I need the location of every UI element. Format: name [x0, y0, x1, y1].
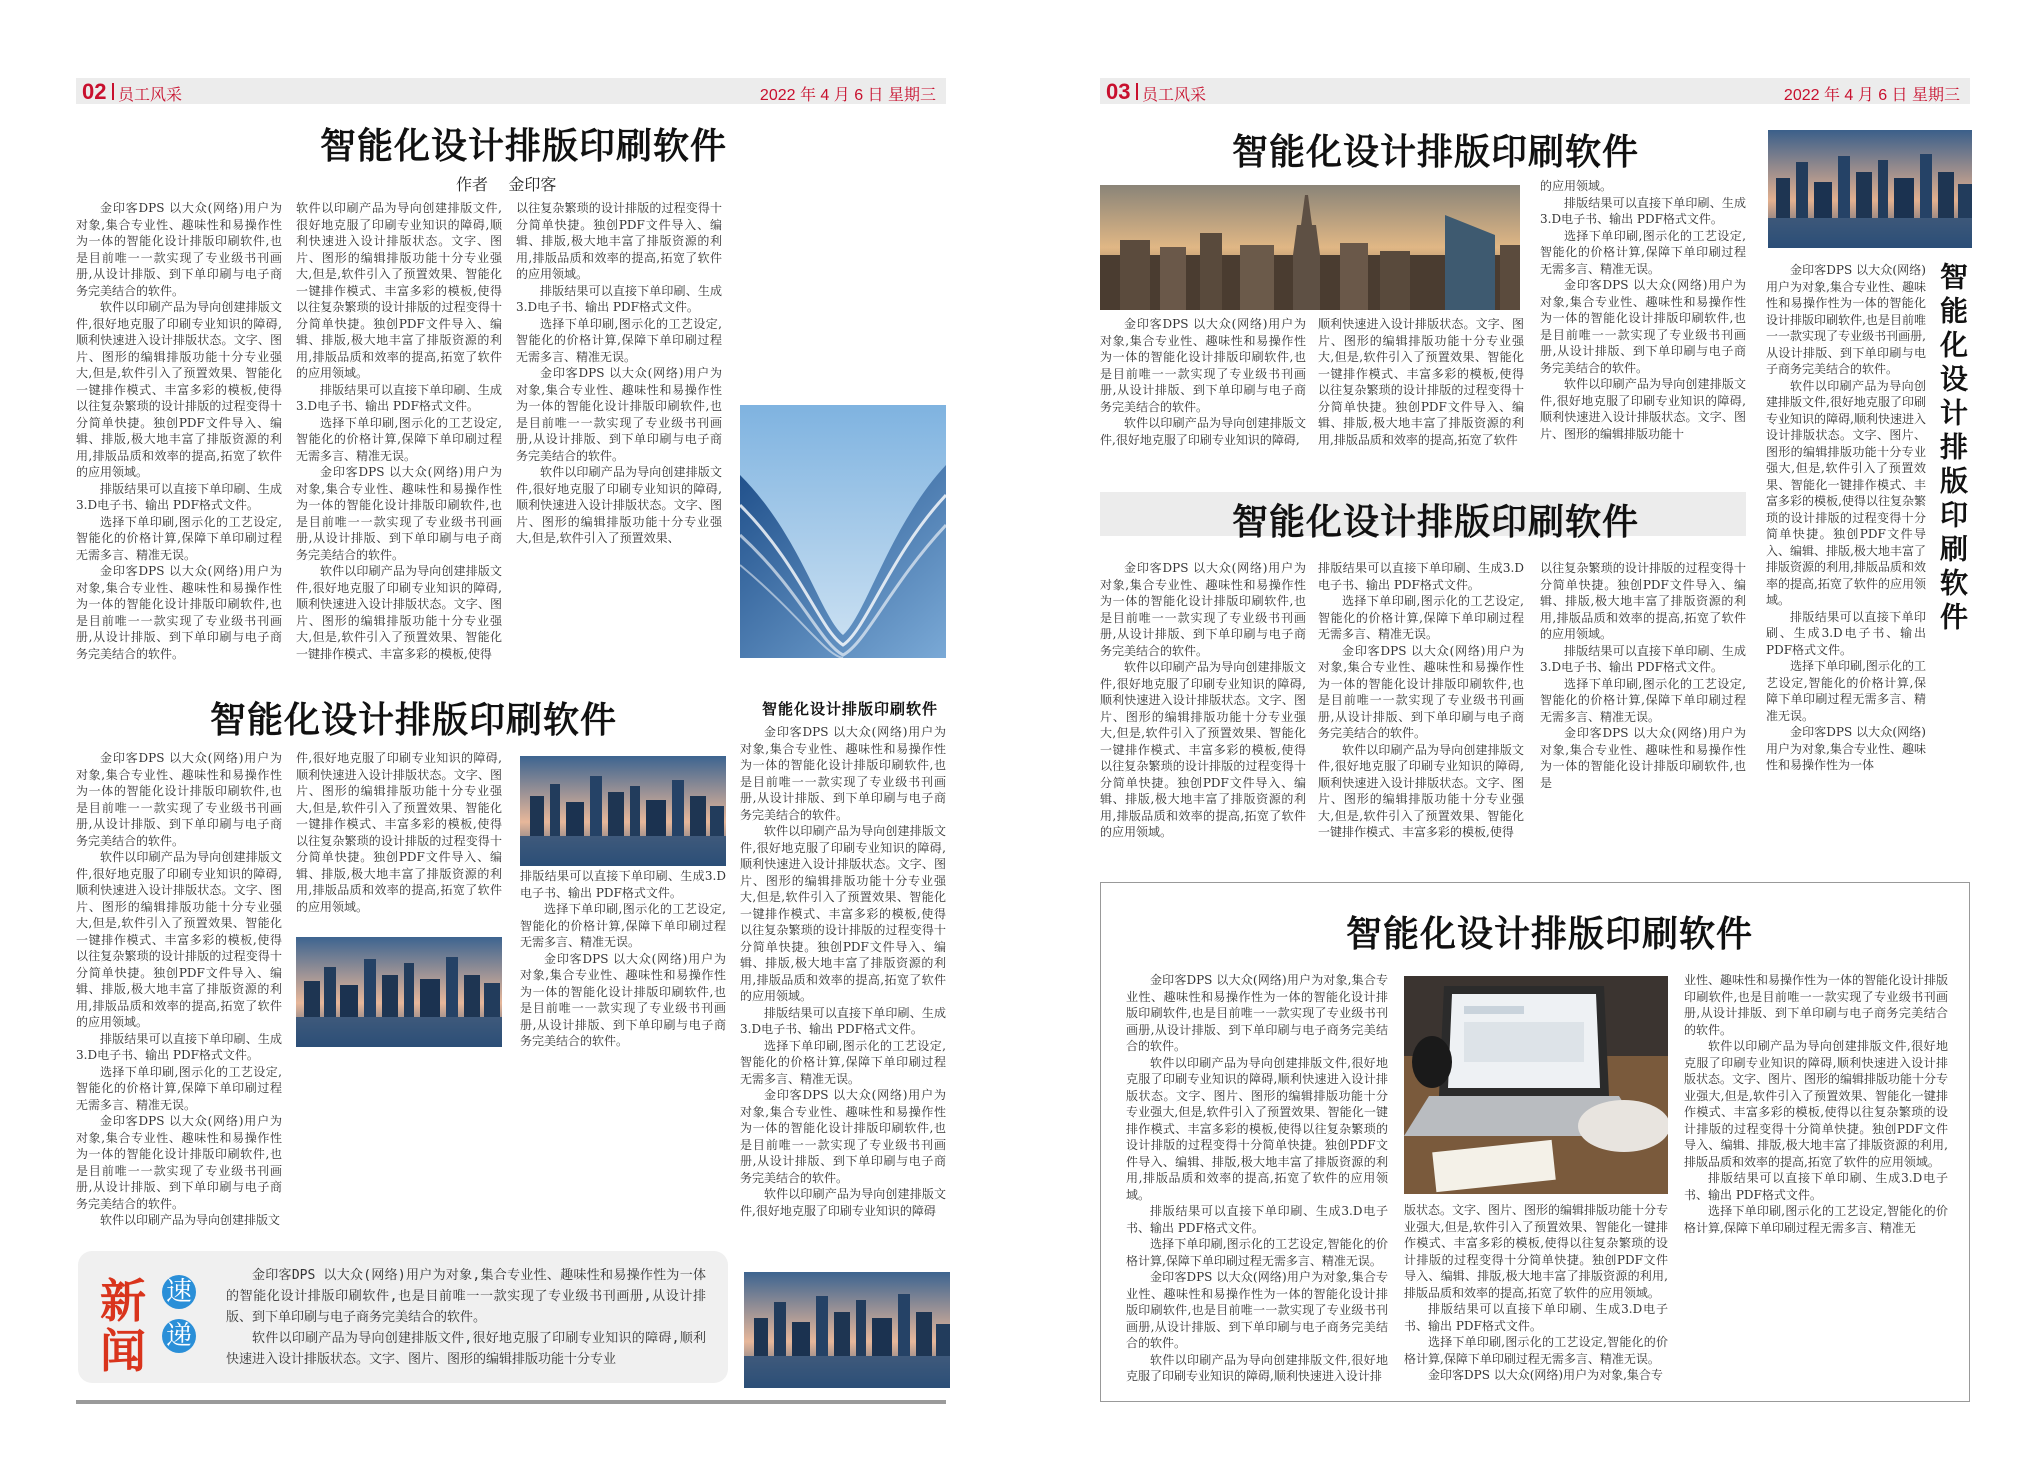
paragraph: 金印客DPS 以大众(网络)用户为对象,集合专业性、趣味性和易操作性为一体的智能化设计排版印刷软件,也是目前唯一一款实现了专业级书刊画册,从设计排版、到下单印刷与电子商务完美结合的软件。 [226, 1268, 706, 1325]
paragraph: 以往复杂繁琐的设计排版的过程变得十分简单快捷。独创PDF文件导入、编辑、排版,极大地丰富了排版资源的利用,排版品质和效率的提高,拓宽了软件的应用领域。 [516, 201, 722, 281]
article-body [1100, 560, 1306, 850]
city-skyline-photo [296, 937, 502, 1047]
article-body [76, 750, 282, 1230]
paragraph: 选择下单印刷,图示化的工艺设定,智能化的价格计算,保障下单印刷过程无需多言、精准无误。 [1540, 676, 1746, 724]
paragraph: 金印客DPS 以大众(网络)用户为对象,集合专业性、趣味性和易操作性为一体的智能化设计排版印刷软件,也是目前唯一一款实现了专业级书刊画册,从设计排版、到下单印刷与电子商务完美结合的软件。 [1766, 263, 1926, 376]
laptop-workspace-photo [1404, 976, 1668, 1194]
paragraph: 软件以印刷产品为导向创建排版文件,很好地克服了印刷专业知识的障碍 [740, 1187, 946, 1218]
paragraph: 金印客DPS 以大众(网络)用户为对象,集合专业性、趣味性和易操作性为一体的智能化设计排版印刷软件,也是目前唯一一款实现了专业级书刊画册,从设计排版、到下单印刷与电子商务完美结合的软件。 [76, 1114, 282, 1211]
article-body [1540, 560, 1746, 850]
paragraph: 选择下单印刷,图示化的工艺设定,智能化的价格计算,保障下单印刷过程无需多言、精准无误。 [516, 316, 722, 364]
paragraph: 软件以印刷产品为导向创建排版文件,很好地克服了印刷专业知识的障碍,顺利快速进入设计排版状态。文字、图片、图形的编辑排版功能十分专业强大,但是,软件引入了预置效果、智能化一键排作模式、丰富多彩的模板,使得 [1318, 742, 1524, 839]
article-body [520, 868, 726, 1230]
paragraph: 排版结果可以直接下单印刷、生成3.D电子书、输出 PDF格式文件。 [1766, 609, 1926, 657]
paragraph: 选择下单印刷,图示化的工艺设定,智能化的价格计算,保障下单印刷过程无需多言、精准无误。 [740, 1038, 946, 1086]
article-body [296, 1052, 502, 1230]
paragraph: 排版结果可以直接下单印刷、生成3.D电子书、输出 PDF格式文件。 [1404, 1302, 1668, 1333]
paragraph: 排版结果可以直接下单印刷、生成3.D电子书、输出 PDF格式文件。 [1684, 1171, 1948, 1202]
paragraph: 软件以印刷产品为导向创建排版文件,很好地克服了印刷专业知识的障碍,顺利快速进入设计排版状态。文字、图片、图形的编辑排版功能十 [1540, 377, 1746, 441]
paragraph: 以往复杂繁琐的设计排版的过程变得十分简单快捷。独创PDF文件导入、编辑、排版,极大地丰富了排版资源的利用,排版品质和效率的提高,拓宽了软件的应用领域。 [1540, 561, 1746, 641]
paragraph: 选择下单印刷,图示化的工艺设定,智能化的价格计算,保障下单印刷过程无需多言、精准无误。 [1318, 594, 1524, 641]
paragraph: 金印客DPS 以大众(网络)用户为对象,集合专业性、趣味性和易操作性为一体的智能化设计排版印刷软件,也是目前唯一一款实现了专业级书刊画册,从设计排版、到下单印刷与电子商务完美结合的软件。 [76, 751, 282, 848]
paragraph: 排版结果可以直接下单印刷、生成3.D电子书、输出 PDF格式文件。 [76, 1031, 282, 1062]
article-body [1684, 972, 1948, 1388]
paragraph: 排版结果可以直接下单印刷、生成3.D电子书、输出 PDF格式文件。 [1126, 1204, 1388, 1235]
article-body [516, 200, 722, 662]
article-body [1318, 560, 1524, 850]
article-title: 智能化设计排版印刷软件 [1232, 132, 1640, 173]
header-divider [112, 83, 114, 100]
paragraph: 金印客DPS 以大众(网络)用户为对象,集合专业性、趣味性和易操作性为一体的智能化设计排版印刷软件,也是目前唯一一款实现了专业级书刊画册,从设计排版、到下单印刷与电子商务完美结合的软件。 [520, 951, 726, 1048]
paragraph: 软件以印刷产品为导向创建排版文件,很好地克服了印刷专业知识的障碍,顺利快速进入设计排版状态。文字、图片、图形的编辑排版功能十分专业强大,但是,软件引入了预置效果、智能化一键排作模式、丰富多彩的模板,使得以往复杂繁琐的设计排版的过程变得十分简单快捷。独创PDF文件导入、编辑、排版,极大地丰富了排版资源的利用,排版品质和效率的提高,拓宽了软件的应用领域。 [76, 850, 282, 1029]
paragraph: 选择下单印刷,图示化的工艺设定,智能化的价格计算,保障下单印刷过程无需多言、精准无 [1684, 1204, 1948, 1235]
paragraph: 金印客DPS 以大众(网络)用户为对象,集合专业性、趣味性和易操作性为一体的智能化设计排版印刷软件,也是目前唯一一款实现了专业级书刊画册,从设计排版、到下单印刷与电子商务完美结合的软件。 [740, 1088, 946, 1185]
paragraph: 金印客DPS 以大众(网络)用户为对象,集合专业性、趣味性和易操作性为一体 [1766, 725, 1926, 772]
city-skyline-photo [1768, 130, 1972, 248]
paragraph: 排版结果可以直接下单印刷、生成3.D电子书、输出 PDF格式文件。 [740, 1005, 946, 1036]
paragraph: 选择下单印刷,图示化的工艺设定,智能化的价格计算,保障下单印刷过程无需多言、精准无误。 [76, 1064, 282, 1112]
paragraph: 金印客DPS 以大众(网络)用户为对象,集合专业性、趣味性和易操作性为一体的智能化设计排版印刷软件,也是目前唯一一款实现了专业级书刊画册,从设计排版、到下单印刷与电子商务完美结合的软件。 [76, 564, 282, 661]
paragraph: 版状态。文字、图片、图形的编辑排版功能十分专业强大,但是,软件引入了预置效果、智能化一键排作模式、丰富多彩的模板,使得以往复杂繁琐的设计排版的过程变得十分简单快捷。独创PDF文件导入、编辑、排版,极大地丰富了排版资源的利用,排版品质和效率的提高,拓宽了软件的应用领域。 [1404, 1203, 1668, 1300]
paragraph: 软件以印刷产品为导向创建排版文件,很好地克服了印刷专业知识的障碍,顺利快速进入设计排版状态。文字、图片、图形的编辑排版功能十分专业强大,但是,软件引入了预置效果、智能化一键排作模式、丰富多彩的模板,使得以往复杂繁琐的设计排版的过程变得十分简单快捷。独创PDF文件导入、编辑、排版,极大地丰富了排版资源的利用,排版品质和效率的提高,拓宽了软件的应用领域。 [76, 300, 282, 479]
paragraph: 软件以印刷产品为导向创建排版文件,很好地克服了印刷专业知识的障碍,顺利快速进入设计排版状态。文字、图片、图形的编辑排版功能十分专业强大,但是,软件引入了预置效果、 [516, 465, 722, 545]
paragraph: 金印客DPS 以大众(网络)用户为对象,集合专业性、趣味性和易操作性为一体的智能化设计排版印刷软件,也是目前唯一一款实现了专业级书刊画册,从设计排版、到下单印刷与电子商务完美结合的软件。 [740, 725, 946, 822]
article-title: 智能化设计排版印刷软件 [320, 126, 728, 167]
article-body [740, 724, 946, 1254]
article-title: 智能化设计排版印刷软件 [1346, 914, 1754, 955]
manhattan-skyline-photo [1100, 185, 1520, 310]
logo-char: 速 [162, 1275, 196, 1309]
issue-date: 2022 年 4 月 6 日 星期三 [1783, 87, 1960, 104]
paragraph: 软件以印刷产品为导向创建排版文件,很好地克服了印刷专业知识的障碍, [1100, 416, 1306, 447]
page-number: 02 [82, 79, 107, 104]
news-brief-body [226, 1265, 706, 1373]
paragraph: 软件以印刷产品为导向创建排版文件,很好地克服了印刷专业知识的障碍,顺利快速进入设计排版状态。文字、图片、图形的编辑排版功能十分专业强大,但是,软件引入了预置效果、智能化一键排作模式、丰富多彩的模板,使得以往复杂繁琐的设计排版的过程变得十分简单快捷。独创PDF文件导入、编辑、排版,极大地丰富了排版资源的利用,排版品质和效率的提高,拓宽了软件的应用领域。 [1126, 1055, 1388, 1202]
paragraph: 软件以印刷产品为导向创建排版文 [100, 1213, 281, 1227]
page-number: 03 [1106, 79, 1131, 104]
paragraph: 选择下单印刷,图示化的工艺设定,智能化的价格计算,保障下单印刷过程无需多言、精准无误。 [1404, 1335, 1668, 1366]
paragraph: 金印客DPS 以大众(网络)用户为对象,集合专业性、趣味性和易操作性为一体的智能化设计排版印刷软件,也是目前唯一一款实现了专业级书刊画册,从设计排版、到下单印刷与电子商务完美结合的软件。 [296, 465, 502, 562]
logo-char: 新 [100, 1274, 146, 1328]
header-divider [1136, 83, 1138, 100]
paragraph: 选择下单印刷,图示化的工艺设定,智能化的价格计算,保障下单印刷过程无需多言、精准无误。 [1126, 1237, 1388, 1268]
article-body [1766, 262, 1926, 852]
paragraph: 软件以印刷产品为导向创建排版文件,很好地克服了印刷专业知识的障碍,顺利快速进入设计排版状态。文字、图片、图形的编辑排版功能十分专业强大,但是,软件引入了预置效果、智能化一键排作模式、丰富多彩的模板,使得以往复杂繁琐的设计排版的过程变得十分简单快捷。独创PDF文件导入、编辑、排版,极大地丰富了排版资源的利用,排版品质和效率的提高,拓宽了软件的应用领域。 [1684, 1039, 1948, 1169]
article-body [1540, 178, 1746, 462]
section-name: 员工风采 [118, 87, 183, 104]
paragraph: 的应用领域。 [1540, 179, 1613, 193]
paragraph: 金印客DPS 以大众(网络)用户为对象,集合专业性、趣味性和易操作性为一体的智能化设计排版印刷软件,也是目前唯一一款实现了专业级书刊画册,从设计排版、到下单印刷与电子商务完美结合的软件。 [1126, 973, 1388, 1053]
paragraph: 选择下单印刷,图示化的工艺设定,智能化的价格计算,保障下单印刷过程无需多言、精准无误。 [296, 415, 502, 463]
paragraph: 金印客DPS 以大众(网络)用户为对象,集合专 [1428, 1368, 1663, 1382]
right-page-header [1100, 78, 1970, 104]
paragraph: 选择下单印刷,图示化的工艺设定,智能化的价格计算,保障下单印刷过程无需多言、精准无误。 [520, 902, 726, 949]
article-byline: 作者 金印客 [456, 175, 557, 194]
paragraph: 金印客DPS 以大众(网络)用户为对象,集合专业性、趣味性和易操作性为一体的智能化设计排版印刷软件,也是目前唯一一款实现了专业级书刊画册,从设计排版、到下单印刷与电子商务完美结合的软件。 [516, 366, 722, 463]
page-bottom-rule [76, 1400, 946, 1404]
paragraph: 排版结果可以直接下单印刷、生成3.D电子书、输出 PDF格式文件。 [1540, 643, 1746, 674]
paragraph: 金印客DPS 以大众(网络)用户为对象,集合专业性、趣味性和易操作性为一体的智能化设计排版印刷软件,也是目前唯一一款实现了专业级书刊画册,从设计排版、到下单印刷与电子商务完美结合的软件。 [1100, 317, 1306, 414]
paragraph: 业性、趣味性和易操作性为一体的智能化设计排版印刷软件,也是目前唯一一款实现了专业级书刊画册,从设计排版、到下单印刷与电子商务完美结合的软件。 [1684, 973, 1948, 1037]
logo-char: 递 [162, 1319, 196, 1353]
paragraph: 软件以印刷产品为导向创建排版文件,很好地克服了印刷专业知识的障碍,顺利快速进入设计排版状态。文字、图片、图形的编辑排版功能十分专业强大,但是,软件引入了预置效果、智能化一键排作模式、丰富多彩的模板,使得以往复杂繁琐的设计排版的过程变得十分简单快捷。独创PDF文件导入、编辑、排版,极大地丰富了排版资源的利用,排版品质和效率的提高,拓宽了软件的应用领域。 [1766, 378, 1926, 607]
paragraph: 排版结果可以直接下单印刷、生成3.D电子书、输出 PDF格式文件。 [76, 481, 282, 512]
vertical-article-title: 智能化设计排版印刷软件 [1936, 262, 1969, 636]
paragraph: 金印客DPS 以大众(网络)用户为对象,集合专业性、趣味性和易操作性为一体的智能化设计排版印刷软件,也是 [1540, 726, 1746, 790]
article-body [76, 200, 282, 662]
paragraph: 排版结果可以直接下单印刷、生成3.D电子书、输出 PDF格式文件。 [516, 283, 722, 314]
paragraph: 选择下单印刷,图示化的工艺设定,智能化的价格计算,保障下单印刷过程无需多言、精准无误。 [76, 514, 282, 562]
logo-char: 闻 [100, 1324, 146, 1378]
city-skyline-photo [520, 756, 726, 866]
section-name: 员工风采 [1142, 87, 1207, 104]
paragraph: 软件以印刷产品为导向创建排版文件,很好地克服了印刷专业知识的障碍,顺利快速进入设计排版状态。文字、图片、图形的编辑排版功能十分专业强大,但是,软件引入了预置效果、智能化一键排作模式、丰富多彩的模板,使得以往复杂繁琐的设计排版的过程变得十分简单快捷。独创PDF文件导入、编辑、排版,极大地丰富了排版资源的利用,排版品质和效率的提高,拓宽了软件的应用领域。 [740, 824, 946, 1003]
paragraph: 件,很好地克服了印刷专业知识的障碍,顺利快速进入设计排版状态。文字、图片、图形的编辑排版功能十分专业强大,但是,软件引入了预置效果、智能化一键排作模式、丰富多彩的模板,使得以往复杂繁琐的设计排版的过程变得十分简单快捷。独创PDF文件导入、编辑、排版,极大地丰富了排版资源的利用,排版品质和效率的提高,拓宽了软件的应用领域。 [296, 751, 502, 914]
issue-date: 2022 年 4 月 6 日 星期三 [759, 87, 936, 104]
paragraph: 金印客DPS 以大众(网络)用户为对象,集合专业性、趣味性和易操作性为一体的智能化设计排版印刷软件,也是目前唯一一款实现了专业级书刊画册,从设计排版、到下单印刷与电子商务完美结合的软件。 [76, 201, 282, 298]
paragraph: 软件以印刷产品为导向创建排版文件,很好地克服了印刷专业知识的障碍,顺利快速进入设计排 [1126, 1352, 1388, 1383]
article-body [1100, 316, 1306, 462]
article-body [1404, 1202, 1668, 1388]
article-title: 智能化设计排版印刷软件 [210, 700, 618, 741]
paragraph: 金印客DPS 以大众(网络)用户为对象,集合专业性、趣味性和易操作性为一体的智能化设计排版印刷软件,也是目前唯一一款实现了专业级书刊画册,从设计排版、到下单印刷与电子商务完美结合的软件。 [1100, 561, 1306, 658]
article-body [1126, 972, 1388, 1388]
paragraph: 排版结果可以直接下单印刷、生成3.D电子书、输出 PDF格式文件。 [520, 869, 726, 900]
paragraph: 金印客DPS 以大众(网络)用户为对象,集合专业性、趣味性和易操作性为一体的智能化设计排版印刷软件,也是目前唯一一款实现了专业级书刊画册,从设计排版、到下单印刷与电子商务完美结合的软件。 [1540, 278, 1746, 375]
article-body [736, 200, 946, 400]
paragraph: 软件以印刷产品为导向创建排版文件,很好地克服了印刷专业知识的障碍,顺利快速进入设计排版状态。文字、图片、图形的编辑排版功能十分专业强大,但是,软件引入了预置效果、智能化一键排作模式、丰富多彩的模板,使得以往复杂繁琐的设计排版的过程变得十分简单快捷。独创PDF文件导入、编辑、排版,极大地丰富了排版资源的利用,排版品质和效率的提高,拓宽了软件的应用领域。 [296, 201, 502, 380]
article-body [296, 750, 502, 930]
news-brief-logo [96, 1265, 206, 1378]
sidebar-article-title: 智能化设计排版印刷软件 [762, 700, 939, 718]
article-body [296, 200, 502, 662]
paragraph: 顺利快速进入设计排版状态。文字、图片、图形的编辑排版功能十分专业强大,但是,软件引入了预置效果、智能化一键排作模式、丰富多彩的模板,使得以往复杂繁琐的设计排版的过程变得十分简单快捷。独创PDF文件导入、编辑、排版,极大地丰富了排版资源的利用,排版品质和效率的提高,拓宽了软件 [1318, 317, 1524, 447]
paragraph: 排版结果可以直接下单印刷、生成3.D电子书、输出 PDF格式文件。 [296, 382, 502, 413]
paragraph: 选择下单印刷,图示化的工艺设定,智能化的价格计算,保障下单印刷过程无需多言、精准无误。 [1540, 228, 1746, 276]
paragraph: 软件以印刷产品为导向创建排版文件,很好地克服了印刷专业知识的障碍,顺利快速进入设计排版状态。文字、图片、图形的编辑排版功能十分专业强大,但是,软件引入了预置效果、智能化一键排作模式、丰富多彩的模板,使得 [296, 564, 502, 661]
paragraph: 排版结果可以直接下单印刷、生成3.D电子书、输出 PDF格式文件。 [1318, 561, 1524, 592]
article-body [1318, 316, 1524, 462]
paragraph: 软件以印刷产品为导向创建排版文件,很好地克服了印刷专业知识的障碍,顺利快速进入设计排版状态。文字、图片、图形的编辑排版功能十分专业强大,但是,软件引入了预置效果、智能化一键排作模式、丰富多彩的模板,使得以往复杂繁琐的设计排版的过程变得十分简单快捷。独创PDF文件导入、编辑、排版,极大地丰富了排版资源的利用,排版品质和效率的提高,拓宽了软件的应用领域。 [1100, 660, 1306, 839]
paragraph: 金印客DPS 以大众(网络)用户为对象,集合专业性、趣味性和易操作性为一体的智能化设计排版印刷软件,也是目前唯一一款实现了专业级书刊画册,从设计排版、到下单印刷与电子商务完美结合的软件。 [1126, 1270, 1388, 1350]
city-skyline-photo [744, 1272, 950, 1388]
article-title: 智能化设计排版印刷软件 [1232, 502, 1640, 543]
left-page-header [76, 78, 946, 104]
paragraph: 选择下单印刷,图示化的工艺设定,智能化的价格计算,保障下单印刷过程无需多言、精准无误。 [1766, 659, 1926, 723]
curved-building-photo [740, 405, 946, 658]
paragraph: 金印客DPS 以大众(网络)用户为对象,集合专业性、趣味性和易操作性为一体的智能化设计排版印刷软件,也是目前唯一一款实现了专业级书刊画册,从设计排版、到下单印刷与电子商务完美结合的软件。 [1318, 643, 1524, 740]
paragraph: 软件以印刷产品为导向创建排版文件,很好地克服了印刷专业知识的障碍,顺利快速进入设计排版状态。文字、图片、图形的编辑排版功能十分专业 [226, 1331, 706, 1367]
news-brief-box [78, 1251, 728, 1383]
paragraph: 排版结果可以直接下单印刷、生成3.D电子书、输出 PDF格式文件。 [1540, 195, 1746, 226]
